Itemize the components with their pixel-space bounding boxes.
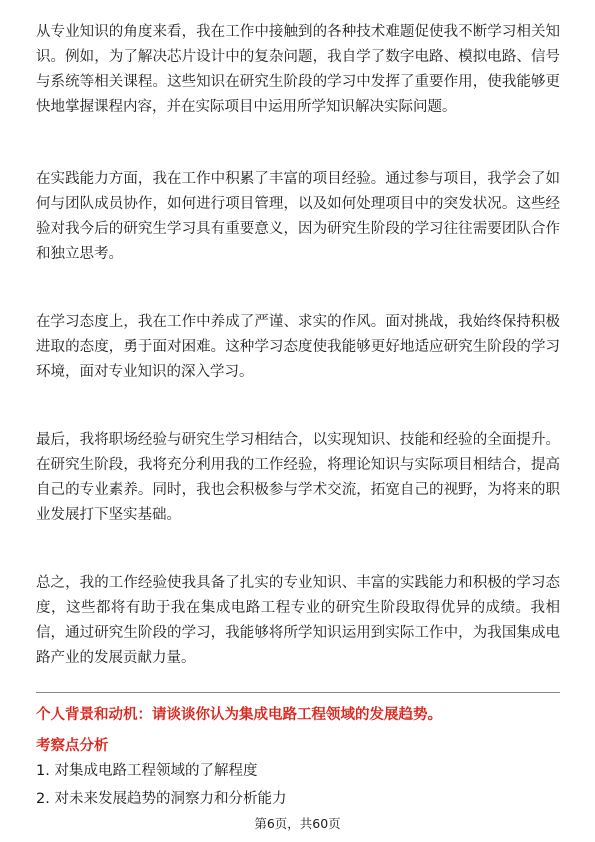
paragraph-learning-attitude: 在学习态度上，我在工作中养成了严谨、求实的作风。面对挑战，我始终保持积极进取的态度，勇于面对困难。这种学习态度使我能够更好地适应研究生阶段的学习环境，面对专业知识的深入学习。 — [36, 314, 560, 380]
page-number-footer: 第6页，共60页 — [254, 816, 341, 831]
section-divider — [36, 692, 560, 693]
interview-question: 个人背景和动机：请谈谈你认为集成电路工程领域的发展趋势。 — [36, 707, 442, 723]
paragraph-conclusion: 总之，我的工作经验使我具备了扎实的专业知识、丰富的实践能力和积极的学习态度，这些都将有助于我在集成电路工程专业的研究生阶段取得优异的成绩。我相信，通过研究生阶段的学习，我能够将所学知识运用到实际工作中，为我国集成电路产业的发展贡献力量。 — [36, 575, 560, 666]
analysis-item: 2. 对未来发展趋势的洞察力和分析能力 — [36, 791, 287, 807]
paragraph-combination: 最后，我将职场经验与研究生学习相结合，以实现知识、技能和经验的全面提升。在研究生阶段，我将充分利用我的工作经验，将理论知识与实际项目相结合，提高自己的专业素养。同时，我也会积极参与学术交流，拓宽自己的视野，为将来的职业发展打下坚实基础。 — [36, 432, 560, 523]
paragraph-practical-ability: 在实践能力方面，我在工作中积累了丰富的项目经验。通过参与项目，我学会了如何与团队成员协作，如何进行项目管理，以及如何处理项目中的突发状况。这些经验对我今后的研究生学习具有重要意义，因为研究生阶段的学习往往需要团队合作和独立思考。 — [36, 171, 560, 262]
analysis-heading: 考察点分析 — [36, 738, 109, 754]
analysis-item: 1. 对集成电路工程领域的了解程度 — [36, 763, 258, 779]
paragraph-professional-knowledge: 从专业知识的角度来看，我在工作中接触到的各种技术难题促使我不断学习相关知识。例如，为了解决芯片设计中的复杂问题，我自学了数字电路、模拟电路、信号与系统等相关课程。这些知识在研究生阶段的学习中发挥了重要作用，使我能够更快地掌握课程内容，并在实际项目中运用所学知识解决实际问题。 — [36, 24, 560, 115]
